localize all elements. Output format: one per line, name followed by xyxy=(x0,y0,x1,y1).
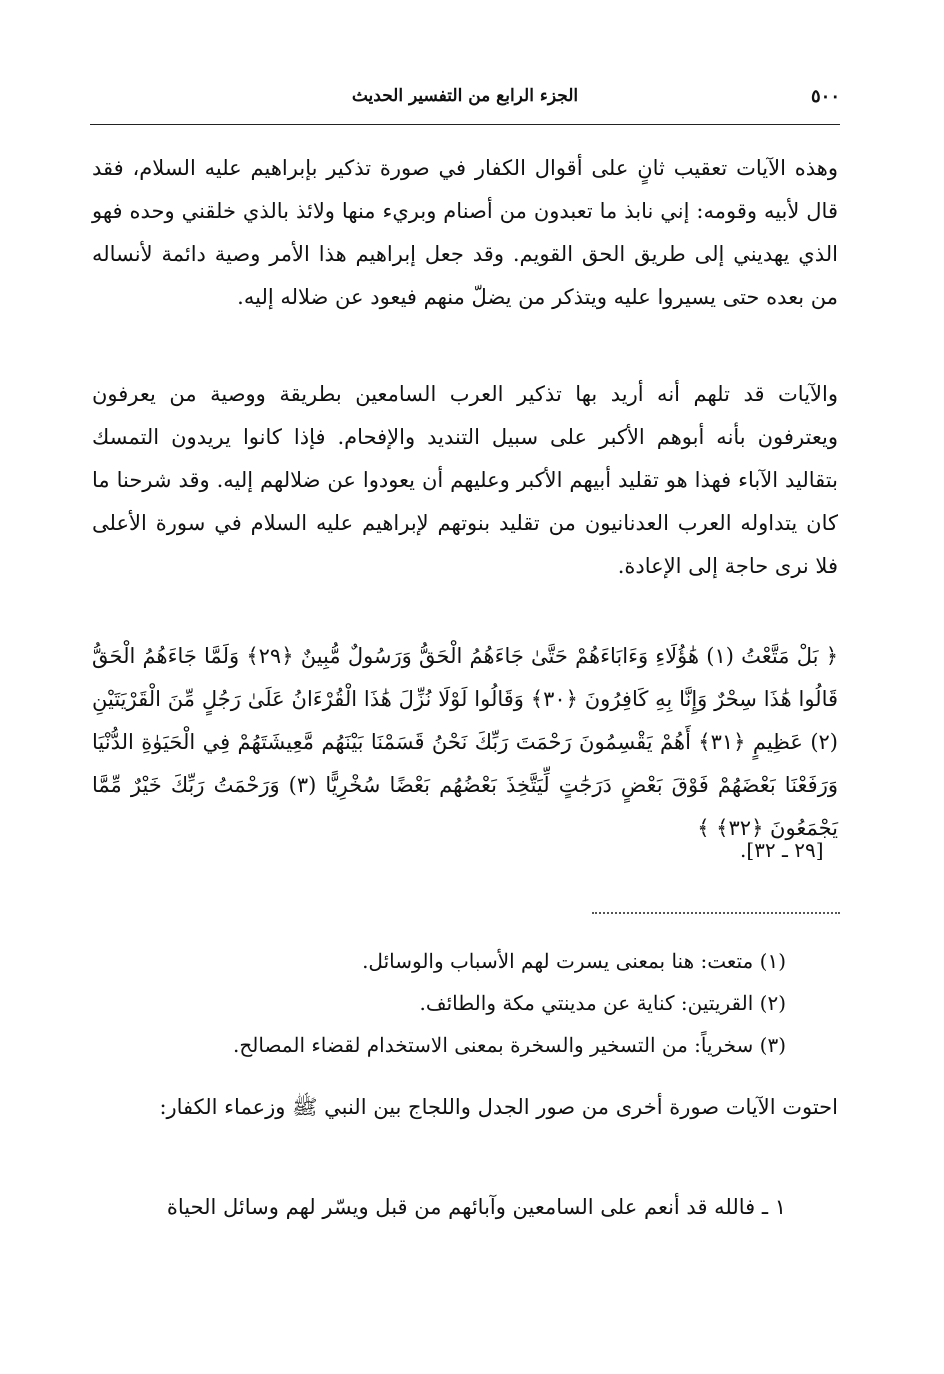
page-number: ٥٠٠ xyxy=(810,86,840,107)
paragraph-4: ١ ـ فالله قد أنعم على السامعين وآبائهم من قبل ويسّر لهم وسائل الحياة xyxy=(166,1195,786,1219)
paragraph-1: وهذه الآيات تعقيب ثانٍ على أقوال الكفار في صورة تذكير بإبراهيم عليه السلام، فقد قال لأبيه وقومه: إني نابذ ما تعبدون من أصنام وبريء منها ولائذ بالذي خلقني وحده فهو الذي يهديني إلى طريق الحق القويم. وقد جعل إبراهيم هذا الأمر وصية دائمة لأنساله من بعده حتى يسيروا عليه ويتذكر من يضلّ منهم فيعود عن ضلاله إليه. xyxy=(92,156,838,309)
footnote-1: (١) متعت: هنا بمعنى يسرت لهم الأسباب والوسائل. xyxy=(362,949,786,973)
paragraph-2: والآيات قد تلهم أنه أريد بها تذكير العرب السامعين بطريقة ووصية من يعرفون ويعترفون بأنه أبوهم الأكبر على سبيل التنديد والإفحام. فإذا كانوا يريدون التمسك بتقاليد الآباء فهذا هو تقليد أبيهم الأكبر وعليهم أن يعودوا عن ضلالهم إليه. وقد شرحنا ما كان يتداوله العرب العدنانيون من تقليد بنوتهم لإبراهيم عليه السلام في سورة الأعلى فلا نرى حاجة إلى الإعادة. xyxy=(92,382,838,578)
footnote-2: (٢) القريتين: كناية عن مدينتي مكة والطائف. xyxy=(419,991,786,1015)
page-header xyxy=(90,86,840,116)
paragraph-3: احتوت الآيات صورة أخرى من صور الجدل واللجاج بين النبي ﷺ وزعماء الكفار: xyxy=(159,1095,838,1119)
footnote-3: (٣) سخرياً: من التسخير والسخرة بمعنى الاستخدام لقضاء المصالح. xyxy=(233,1033,786,1057)
quran-verses: ﴿ بَلْ مَتَّعْتُ (١) هَٰؤُلَاءِ وَءَابَاءَهُمْ حَتَّىٰ جَاءَهُمُ الْحَقُّ وَرَسُولٌ مُّبِينٌ ﴿٢٩﴾ وَلَمَّا جَاءَهُمُ الْحَقُّ قَالُوا هَٰذَا سِحْرٌ وَإِنَّا بِهِ كَافِرُونَ ﴿٣٠﴾ وَقَالُوا لَوْلَا نُزِّلَ هَٰذَا الْقُرْءَانُ عَلَىٰ رَجُلٍ مِّنَ الْقَرْيَتَيْنِ (٢) عَظِيمٍ ﴿٣١﴾ أَهُمْ يَقْسِمُونَ رَحْمَتَ رَبِّكَ نَحْنُ قَسَمْنَا بَيْنَهُم مَّعِيشَتَهُمْ فِي الْحَيَوٰةِ الدُّنْيَا وَرَفَعْنَا بَعْضَهُمْ فَوْقَ بَعْضٍ دَرَجَٰتٍ لِّيَتَّخِذَ بَعْضُهُم بَعْضًا سُخْرِيًّا (٣) وَرَحْمَتُ رَبِّكَ خَيْرٌ مِّمَّا يَجْمَعُونَ ﴿٣٢﴾ ﴾ xyxy=(92,644,839,840)
verse-reference: .[٢٩ ـ ٣٢] xyxy=(740,838,824,862)
header-rule xyxy=(90,124,840,125)
footnote-separator xyxy=(592,912,840,914)
running-title: الجزء الرابع من التفسير الحديث xyxy=(351,86,579,106)
